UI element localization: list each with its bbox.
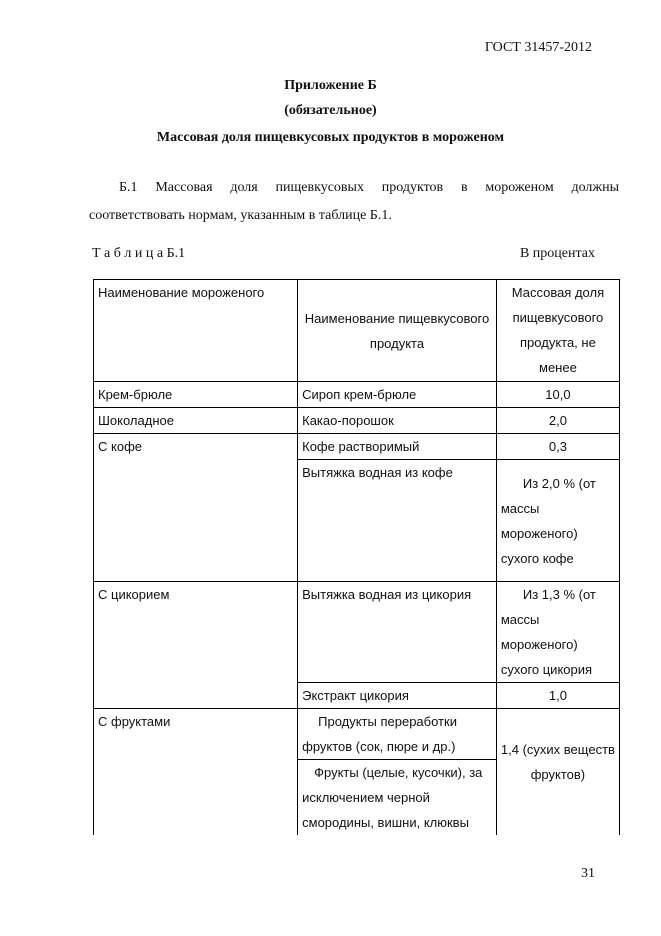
table-caption: Т а б л и ц а Б.1: [92, 246, 186, 261]
cell-value: 10,0: [496, 382, 619, 408]
cell-ice-cream: С фруктами: [94, 709, 298, 836]
appendix-heading: Массовая доля пищевкусовых продуктов в мороженом: [156, 130, 505, 145]
cell-value: Из 1,3 % (от массы мороженого) сухого цикория: [496, 582, 619, 683]
cell-ice-cream: С цикорием: [94, 582, 298, 709]
cell-product: Фрукты (целые, кусочки), за исключением черной смородины, вишни, клюквы: [298, 760, 497, 836]
cell-product: Вытяжка водная из цикория: [298, 582, 497, 683]
table-row: [94, 582, 620, 683]
cell-product: Кофе растворимый: [298, 434, 497, 460]
cell-ice-cream: Крем-брюле: [94, 382, 298, 408]
table-row: [94, 709, 620, 760]
standard-number: ГОСТ 31457-2012: [484, 40, 592, 55]
cell-ice-cream: С кофе: [94, 434, 298, 582]
cell-product: Вытяжка водная из кофе: [298, 460, 497, 582]
cell-value: 1,4 (сухих веществ фруктов): [496, 709, 619, 836]
table-row: [94, 434, 620, 460]
header-product-name: Наименование пищевкусового продукта: [298, 280, 497, 382]
appendix-subtitle: (обязательное): [284, 103, 377, 118]
cell-product: Какао-порошок: [298, 408, 497, 434]
cell-value: 0,3: [496, 434, 619, 460]
cell-product: Экстракт цикория: [298, 683, 497, 709]
cell-ice-cream: Шоколадное: [94, 408, 298, 434]
intro-paragraph-line-2: соответствовать нормам, указанным в таблице Б.1.: [89, 208, 392, 223]
cell-value: 1,0: [496, 683, 619, 709]
header-ice-cream-name: Наименование мороженого: [94, 280, 298, 382]
table-row: [94, 382, 620, 408]
intro-paragraph-line-1: Б.1 Массовая доля пищевкусовых продуктов в мороженом должны: [119, 180, 619, 195]
content-table: [93, 279, 620, 835]
appendix-title: Приложение Б: [284, 78, 377, 93]
cell-value: 2,0: [496, 408, 619, 434]
cell-product: Продукты переработки фруктов (сок, пюре и др.): [298, 709, 497, 760]
intro-paragraph: [89, 174, 619, 230]
table-unit: В процентах: [519, 246, 595, 261]
table-row: [94, 408, 620, 434]
header-mass-fraction: Массовая доля пищевкусового продукта, не менее: [496, 280, 619, 382]
table-header-row: [94, 280, 620, 382]
page-number: 31: [581, 866, 595, 881]
cell-value: Из 2,0 % (от массы мороженого) сухого кофе: [496, 460, 619, 582]
cell-product: Сироп крем-брюле: [298, 382, 497, 408]
